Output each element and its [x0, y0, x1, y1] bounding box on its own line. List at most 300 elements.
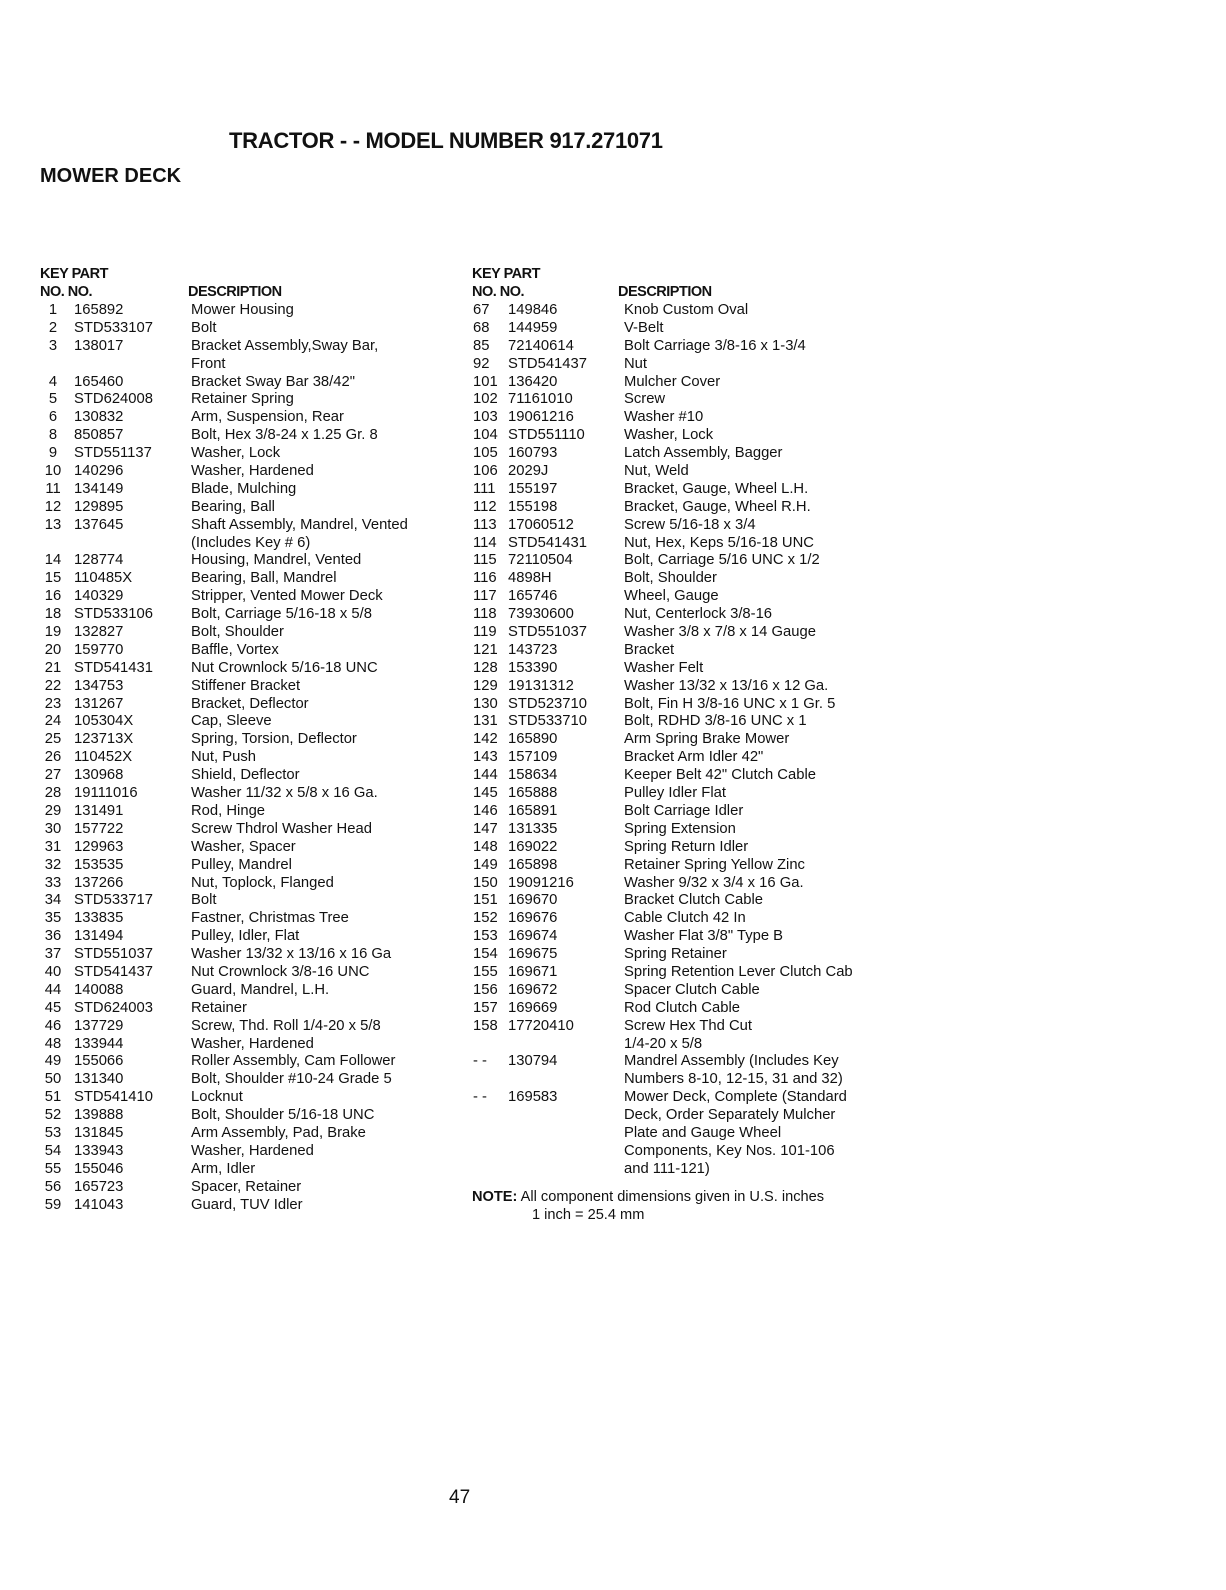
- part-description: Washer Felt: [624, 659, 704, 676]
- parts-row: [472, 356, 892, 374]
- part-number: 140296: [74, 463, 124, 480]
- parts-row: [40, 1197, 460, 1215]
- part-description: Retainer Spring Yellow Zinc: [624, 856, 805, 873]
- key-number: 111: [473, 480, 496, 497]
- key-number: 24: [44, 713, 62, 730]
- key-number: 48: [44, 1035, 62, 1052]
- part-description: Arm, Suspension, Rear: [191, 409, 344, 426]
- part-description: Spring Retainer: [624, 946, 727, 963]
- part-description: Deck, Order Separately Mulcher: [624, 1107, 836, 1124]
- parts-row: [40, 624, 460, 642]
- part-number: 850857: [74, 427, 124, 444]
- part-number: 137729: [74, 1017, 124, 1034]
- parts-row: [40, 1161, 460, 1179]
- section-heading: MOWER DECK: [40, 165, 182, 187]
- key-number: 12: [44, 498, 62, 515]
- parts-row: [40, 964, 460, 982]
- key-number: 113: [473, 516, 497, 533]
- part-number: 105304X: [74, 713, 134, 730]
- part-description: Bracket: [624, 641, 675, 658]
- parts-row: [472, 1125, 892, 1143]
- parts-row: [472, 982, 892, 1000]
- part-description: Mower Deck, Complete (Standard: [624, 1089, 847, 1106]
- part-description: Mandrel Assembly (Includes Key: [624, 1053, 839, 1070]
- parts-row: [40, 1089, 460, 1107]
- part-number: STD533717: [74, 892, 153, 909]
- part-number: 129963: [74, 838, 124, 855]
- part-description: Bolt, Shoulder: [624, 570, 717, 587]
- part-description: Arm Spring Brake Mower: [624, 731, 790, 748]
- part-number: 169675: [508, 946, 558, 963]
- part-description: Retainer: [191, 999, 247, 1016]
- key-number: 114: [473, 534, 497, 551]
- parts-row: [40, 1179, 460, 1197]
- parts-row: [472, 749, 892, 767]
- parts-row: [40, 1107, 460, 1125]
- note-label: NOTE:: [472, 1189, 518, 1205]
- part-description: Washer, Hardened: [191, 1035, 314, 1052]
- part-description: Bolt, RDHD 3/8-16 UNC x 1: [624, 713, 807, 730]
- part-description: Washer 13/32 x 13/16 x 16 Ga: [191, 946, 392, 963]
- key-number: 1: [48, 302, 58, 318]
- part-number: STD541410: [74, 1089, 153, 1106]
- parts-row: [472, 892, 892, 910]
- parts-row: [40, 535, 460, 553]
- parts-row: [472, 713, 892, 731]
- part-number: 149846: [508, 302, 558, 318]
- part-number: 110485X: [74, 570, 133, 587]
- parts-row: [472, 857, 892, 875]
- parts-row: [40, 839, 460, 857]
- part-description: Housing, Mandrel, Vented: [191, 552, 362, 569]
- part-number: 169583: [508, 1089, 558, 1106]
- key-number: 117: [473, 588, 497, 605]
- part-description: Bearing, Ball: [191, 498, 275, 515]
- parts-row: [40, 481, 460, 499]
- parts-row: [472, 409, 892, 427]
- part-number: 134149: [74, 480, 124, 497]
- key-number: 101: [473, 373, 498, 390]
- parts-row: [40, 857, 460, 875]
- part-number: 128774: [74, 552, 124, 569]
- part-number: STD533106: [74, 606, 153, 623]
- parts-rows-right: [472, 302, 892, 1179]
- key-number: 157: [473, 999, 498, 1016]
- header-key-part: KEY PART: [472, 266, 540, 282]
- parts-row: [40, 821, 460, 839]
- part-description: Spacer, Retainer: [191, 1178, 302, 1195]
- part-number: 129895: [74, 498, 124, 515]
- key-number: 21: [44, 659, 62, 676]
- parts-row: [472, 499, 892, 517]
- parts-row: [40, 803, 460, 821]
- part-number: 165892: [74, 302, 124, 318]
- part-number: 165888: [508, 785, 558, 802]
- part-description: Washer, Spacer: [191, 838, 296, 855]
- part-number: 131491: [74, 802, 124, 819]
- parts-row: [40, 892, 460, 910]
- part-number: 169022: [508, 838, 558, 855]
- key-number: 49: [44, 1053, 62, 1070]
- part-description: Pulley Idler Flat: [624, 785, 726, 802]
- page-number: 47: [449, 1487, 471, 1508]
- part-description: Blade, Mulching: [191, 480, 297, 497]
- header-no-no: NO. NO.: [40, 284, 93, 300]
- part-number: 131335: [508, 820, 558, 837]
- key-number: 54: [44, 1142, 62, 1159]
- key-number: 147: [473, 820, 498, 837]
- header-key-part: KEY PART: [40, 266, 108, 282]
- parts-row: [40, 499, 460, 517]
- key-number: 8: [48, 427, 58, 444]
- part-number: 155197: [508, 480, 558, 497]
- key-number: 55: [44, 1160, 62, 1177]
- key-number: 118: [473, 606, 497, 623]
- parts-row: [472, 517, 892, 535]
- part-description: Washer, Hardened: [191, 1142, 314, 1159]
- part-number: 140088: [74, 981, 124, 998]
- part-number: 71161010: [508, 391, 573, 408]
- part-number: 143723: [508, 641, 558, 658]
- parts-list-left: [40, 266, 460, 1214]
- part-description: Bracket, Deflector: [191, 695, 309, 712]
- part-description: Pulley, Idler, Flat: [191, 928, 300, 945]
- part-number: 157109: [508, 749, 558, 766]
- key-number: 36: [44, 928, 62, 945]
- part-number: STD624003: [74, 999, 153, 1016]
- part-description: Spring Return Idler: [624, 838, 749, 855]
- part-description: Bolt, Carriage 5/16-18 x 5/8: [191, 606, 372, 623]
- key-number: 30: [44, 820, 62, 837]
- part-description: Cable Clutch 42 In: [624, 910, 746, 927]
- part-number: 130832: [74, 409, 124, 426]
- parts-row: [472, 606, 892, 624]
- part-description: Latch Assembly, Bagger: [624, 445, 783, 462]
- parts-row: [472, 839, 892, 857]
- parts-row: [40, 1071, 460, 1089]
- key-number: 4: [48, 373, 58, 390]
- part-description: Washer 3/8 x 7/8 x 14 Gauge: [624, 624, 816, 641]
- parts-row: [40, 910, 460, 928]
- parts-row: [40, 696, 460, 714]
- parts-row: [472, 660, 892, 678]
- part-description: Guard, TUV Idler: [191, 1196, 303, 1213]
- part-description: Rod Clutch Cable: [624, 999, 740, 1016]
- parts-row: [40, 660, 460, 678]
- parts-row: [472, 481, 892, 499]
- part-number: 169671: [508, 963, 558, 980]
- part-number: 123713X: [74, 731, 134, 748]
- part-number: 169672: [508, 981, 558, 998]
- key-number: 11: [45, 480, 61, 497]
- key-number: 151: [473, 892, 498, 909]
- part-number: 155046: [74, 1160, 124, 1177]
- parts-row: [472, 1000, 892, 1018]
- key-number: - -: [473, 1089, 487, 1106]
- parts-row: [472, 642, 892, 660]
- part-number: 160793: [508, 445, 558, 462]
- part-description: Stiffener Bracket: [191, 677, 301, 694]
- key-number: 154: [473, 946, 498, 963]
- parts-list-right: [472, 266, 892, 1179]
- key-number: 10: [44, 463, 62, 480]
- key-number: 59: [44, 1196, 62, 1213]
- part-description: Nut, Toplock, Flanged: [191, 874, 334, 891]
- parts-row: [472, 552, 892, 570]
- key-number: 44: [44, 981, 62, 998]
- part-description: Mower Housing: [191, 302, 294, 318]
- part-number: STD533107: [74, 319, 153, 336]
- part-number: 73930600: [508, 606, 574, 623]
- part-number: 139888: [74, 1107, 124, 1124]
- parts-row: [40, 1018, 460, 1036]
- parts-row: [472, 535, 892, 553]
- parts-row: [40, 409, 460, 427]
- part-description: Nut Crownlock 3/8-16 UNC: [191, 963, 370, 980]
- note-conversion: 1 inch = 25.4 mm: [532, 1207, 645, 1223]
- part-description: Washer Flat 3/8" Type B: [624, 928, 784, 945]
- part-number: 131340: [74, 1071, 124, 1088]
- key-number: 144: [473, 767, 498, 784]
- parts-row: [472, 1036, 892, 1054]
- part-description: Plate and Gauge Wheel: [624, 1124, 782, 1141]
- part-description: and 111-121): [624, 1160, 710, 1177]
- part-number: 17720410: [508, 1017, 574, 1034]
- part-number: 133943: [74, 1142, 124, 1159]
- parts-row: [40, 946, 460, 964]
- part-number: 19061216: [508, 409, 574, 426]
- key-number: 15: [44, 570, 62, 587]
- part-number: 17060512: [508, 516, 574, 533]
- part-description: Baffle, Vortex: [191, 641, 279, 658]
- key-number: 5: [48, 391, 58, 408]
- part-number: 157722: [74, 820, 124, 837]
- key-number: 158: [473, 1017, 498, 1034]
- key-number: 152: [473, 910, 498, 927]
- part-description: (Includes Key # 6): [191, 534, 311, 551]
- key-number: 19: [44, 624, 62, 641]
- parts-row: [472, 463, 892, 481]
- key-number: 3: [48, 337, 58, 354]
- part-description: Bracket Arm Idler 42": [624, 749, 764, 766]
- key-number: 28: [44, 785, 62, 802]
- key-number: - -: [473, 1053, 487, 1070]
- part-number: STD541431: [74, 659, 153, 676]
- key-number: 85: [473, 337, 490, 354]
- part-number: 155198: [508, 498, 558, 515]
- key-number: 121: [473, 641, 498, 658]
- parts-row: [40, 928, 460, 946]
- part-description: Components, Key Nos. 101-106: [624, 1142, 835, 1159]
- parts-row: [472, 910, 892, 928]
- parts-row: [472, 427, 892, 445]
- parts-row: [40, 320, 460, 338]
- parts-row: [40, 517, 460, 535]
- key-number: 112: [473, 498, 497, 515]
- parts-row: [40, 785, 460, 803]
- key-number: 53: [44, 1124, 62, 1141]
- part-number: 138017: [74, 337, 124, 354]
- part-number: STD523710: [508, 695, 587, 712]
- part-description: Bolt, Carriage 5/16 UNC x 1/2: [624, 552, 820, 569]
- part-description: Washer, Lock: [191, 445, 281, 462]
- key-number: 25: [44, 731, 62, 748]
- part-description: Bolt: [191, 892, 217, 909]
- part-description: Arm, Idler: [191, 1160, 256, 1177]
- key-number: 148: [473, 838, 498, 855]
- parts-row: [472, 374, 892, 392]
- part-description: Washer 11/32 x 5/8 x 16 Ga.: [191, 785, 378, 802]
- part-description: Screw Thdrol Washer Head: [191, 820, 372, 837]
- part-number: 131267: [74, 695, 124, 712]
- part-number: 169674: [508, 928, 558, 945]
- part-description: Mulcher Cover: [624, 373, 721, 390]
- part-number: 158634: [508, 767, 558, 784]
- part-number: 159770: [74, 641, 124, 658]
- parts-row: [472, 445, 892, 463]
- part-number: 153535: [74, 856, 124, 873]
- part-description: Washer #10: [624, 409, 704, 426]
- part-number: 169669: [508, 999, 558, 1016]
- part-number: 169670: [508, 892, 558, 909]
- part-description: Bolt Carriage 3/8-16 x 1-3/4: [624, 337, 806, 354]
- key-number: 20: [44, 641, 62, 658]
- parts-row: [472, 964, 892, 982]
- part-number: 19091216: [508, 874, 574, 891]
- key-number: 50: [44, 1071, 62, 1088]
- part-description: Arm Assembly, Pad, Brake: [191, 1124, 366, 1141]
- key-number: 35: [44, 910, 62, 927]
- part-number: 140329: [74, 588, 124, 605]
- part-number: 130968: [74, 767, 124, 784]
- key-number: 104: [473, 427, 498, 444]
- part-description: Bearing, Ball, Mandrel: [191, 570, 337, 587]
- parts-row: [40, 1143, 460, 1161]
- header-description: DESCRIPTION: [618, 284, 712, 300]
- parts-row: [40, 1036, 460, 1054]
- part-number: STD533710: [508, 713, 587, 730]
- column-header: [472, 266, 892, 302]
- part-description: Spring Extension: [624, 820, 736, 837]
- key-number: 142: [473, 731, 498, 748]
- parts-row: [472, 785, 892, 803]
- part-description: Nut, Push: [191, 749, 256, 766]
- parts-row: [472, 1053, 892, 1071]
- parts-row: [472, 1143, 892, 1161]
- part-description: Screw Hex Thd Cut: [624, 1017, 753, 1034]
- part-description: Bolt Carriage Idler: [624, 802, 744, 819]
- key-number: 129: [473, 677, 498, 694]
- key-number: 40: [44, 963, 62, 980]
- part-description: Bolt: [191, 319, 217, 336]
- key-number: 32: [44, 856, 62, 873]
- parts-row: [40, 767, 460, 785]
- part-description: Washer, Hardened: [191, 463, 314, 480]
- parts-row: [40, 713, 460, 731]
- key-number: 153: [473, 928, 498, 945]
- part-description: Bracket Assembly,Sway Bar,: [191, 337, 379, 354]
- parts-row: [40, 731, 460, 749]
- part-number: 72110504: [508, 552, 573, 569]
- part-number: 2029J: [508, 463, 549, 480]
- part-description: Shield, Deflector: [191, 767, 300, 784]
- part-number: STD541437: [74, 963, 153, 980]
- part-description: Keeper Belt 42" Clutch Cable: [624, 767, 816, 784]
- parts-row: [40, 678, 460, 696]
- parts-row: [40, 570, 460, 588]
- parts-row: [472, 570, 892, 588]
- part-description: Numbers 8-10, 12-15, 31 and 32): [624, 1071, 843, 1088]
- part-number: 131845: [74, 1124, 124, 1141]
- key-number: 68: [473, 319, 490, 336]
- part-description: Nut: [624, 355, 648, 372]
- part-number: 141043: [74, 1196, 124, 1213]
- part-number: STD551037: [508, 624, 587, 641]
- part-description: Washer, Lock: [624, 427, 714, 444]
- parts-row: [472, 1161, 892, 1179]
- part-description: Washer 9/32 x 3/4 x 16 Ga.: [624, 874, 804, 891]
- key-number: 128: [473, 659, 498, 676]
- parts-row: [40, 338, 460, 356]
- part-description: Pulley, Mandrel: [191, 856, 292, 873]
- part-description: V-Belt: [624, 319, 664, 336]
- parts-row: [472, 731, 892, 749]
- key-number: 116: [473, 570, 497, 587]
- part-description: Guard, Mandrel, L.H.: [191, 981, 330, 998]
- key-number: 105: [473, 445, 498, 462]
- part-description: Knob Custom Oval: [624, 302, 749, 318]
- parts-row: [40, 588, 460, 606]
- part-description: Locknut: [191, 1089, 243, 1106]
- part-description: Screw 5/16-18 x 3/4: [624, 516, 756, 533]
- part-number: 155066: [74, 1053, 124, 1070]
- key-number: 27: [44, 767, 62, 784]
- parts-row: [40, 356, 460, 374]
- key-number: 26: [44, 749, 62, 766]
- part-description: Wheel, Gauge: [624, 588, 719, 605]
- parts-row: [472, 875, 892, 893]
- part-description: Stripper, Vented Mower Deck: [191, 588, 383, 605]
- key-number: 149: [473, 856, 498, 873]
- key-number: 155: [473, 963, 498, 980]
- key-number: 156: [473, 981, 498, 998]
- part-number: 169676: [508, 910, 558, 927]
- part-description: Washer 13/32 x 13/16 x 12 Ga.: [624, 677, 829, 694]
- parts-row: [472, 821, 892, 839]
- parts-row: [40, 374, 460, 392]
- part-description: Fastner, Christmas Tree: [191, 910, 349, 927]
- header-description: DESCRIPTION: [188, 284, 282, 300]
- part-description: Front: [191, 355, 226, 372]
- part-number: 165746: [508, 588, 558, 605]
- part-number: 130794: [508, 1053, 558, 1070]
- part-number: 19111016: [74, 785, 138, 802]
- part-description: Roller Assembly, Cam Follower: [191, 1053, 396, 1070]
- part-description: Bracket Sway Bar 38/42": [191, 373, 355, 390]
- part-number: 165890: [508, 731, 558, 748]
- key-number: 102: [473, 391, 498, 408]
- key-number: 22: [44, 677, 62, 694]
- part-description: Shaft Assembly, Mandrel, Vented: [191, 516, 408, 533]
- key-number: 14: [44, 552, 62, 569]
- part-number: 165898: [508, 856, 558, 873]
- key-number: 9: [48, 445, 58, 462]
- part-description: Retainer Spring: [191, 391, 294, 408]
- part-number: STD624008: [74, 391, 153, 408]
- parts-row: [40, 463, 460, 481]
- parts-row: [40, 1000, 460, 1018]
- part-description: Nut, Weld: [624, 463, 689, 480]
